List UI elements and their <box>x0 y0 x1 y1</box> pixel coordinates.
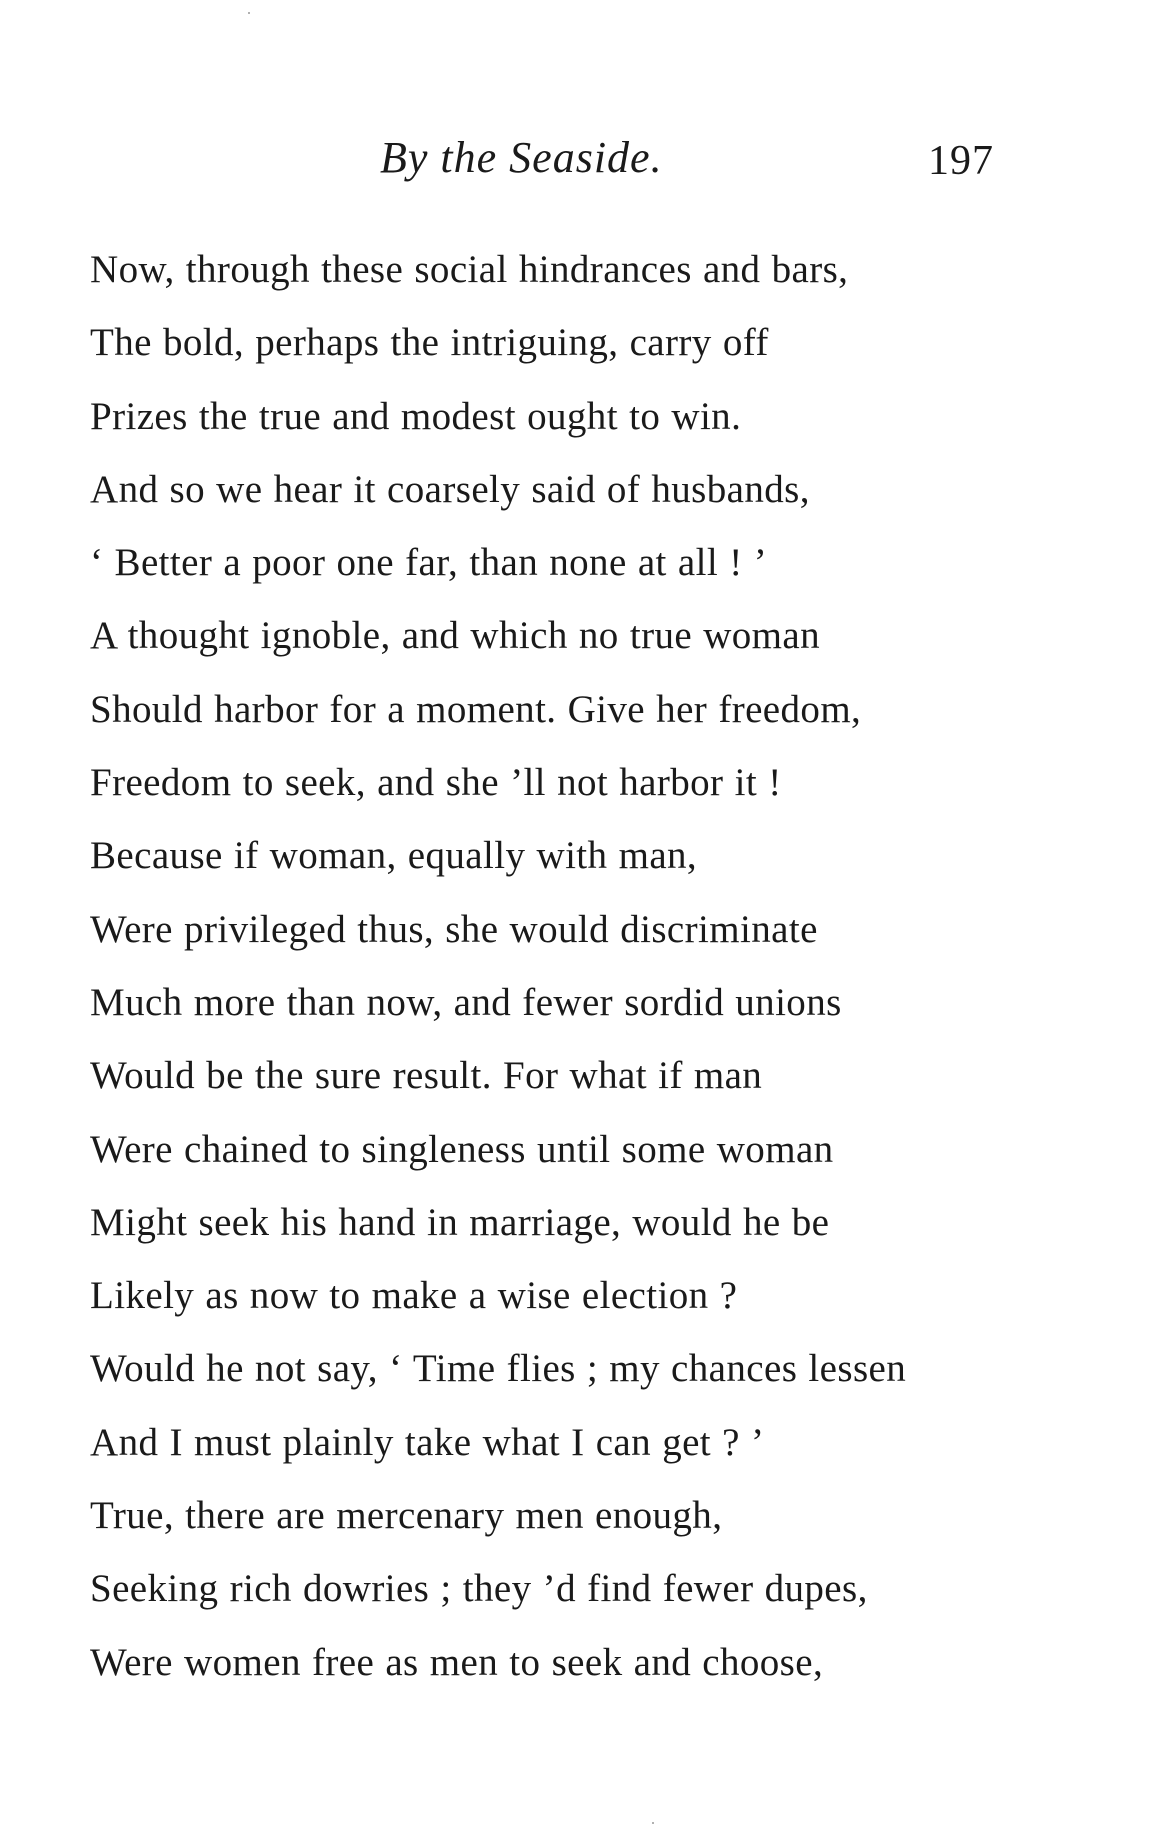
verse-line: Were privileged thus, she would discriminate <box>90 907 818 951</box>
verse-line: Prizes the true and modest ought to win. <box>90 394 742 438</box>
verse-line: ‘ Better a poor one far, than none at all ! ’ <box>90 541 768 585</box>
verse-line: A thought ignoble, and which no true woman <box>90 614 821 658</box>
verse-line: Might seek his hand in marriage, would he be <box>90 1200 830 1244</box>
verse-line: And so we hear it coarsely said of husbands, <box>90 467 810 511</box>
page-number: 197 <box>928 138 994 184</box>
print-speck <box>652 1822 654 1824</box>
verse-line: Would he not say, ‘ Time flies ; my chances lessen <box>90 1347 907 1391</box>
verse-line: The bold, perhaps the intriguing, carry off <box>90 321 769 365</box>
verse-line: Now, through these social hindrances and bars, <box>90 248 849 291</box>
verse-line: Much more than now, and fewer sordid unions <box>90 980 842 1024</box>
verse-line: True, there are mercenary men enough, <box>90 1494 723 1538</box>
verse-line: Should harbor for a moment. Give her freedom, <box>90 687 862 731</box>
verse-line: Because if woman, equally with man, <box>90 834 698 878</box>
print-speck <box>248 12 250 14</box>
verse-line: Would be the sure result. For what if man <box>90 1054 763 1098</box>
poem-text <box>90 246 1090 1712</box>
running-title: By the Seaside. <box>380 133 663 182</box>
verse-line: Were women free as men to seek and choose, <box>90 1640 824 1684</box>
verse-line: Likely as now to make a wise election ? <box>90 1274 738 1318</box>
verse-line: Were chained to singleness until some woman <box>90 1127 834 1171</box>
verse-line: And I must plainly take what I can get ? ’ <box>90 1420 765 1464</box>
verse-line: Freedom to seek, and she ’ll not harbor it ! <box>90 761 782 805</box>
verse-line: Seeking rich dowries ; they ’d find fewer dupes, <box>90 1567 868 1611</box>
